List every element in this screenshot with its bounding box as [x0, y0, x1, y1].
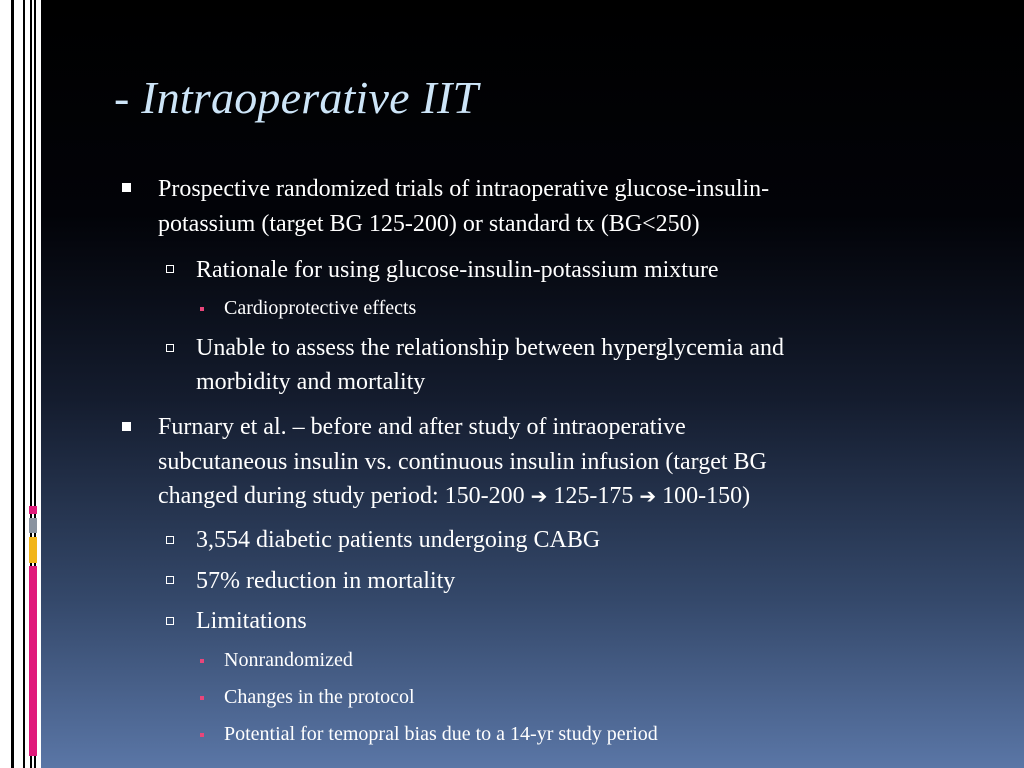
right-arrow-icon: ➔ — [530, 484, 548, 508]
sub-sub-bullet-text: Potential for temopral bias due to a 14-yr study period — [224, 723, 658, 745]
sub-sub-bullet-text: Cardioprotective effects — [224, 297, 417, 319]
small-pink-bullet-icon — [200, 733, 204, 737]
sub-sub-bullet-text: Changes in the protocol — [224, 686, 415, 708]
small-pink-bullet-icon — [200, 307, 204, 311]
hollow-square-bullet-icon — [166, 617, 174, 625]
right-arrow-icon: ➔ — [639, 484, 657, 508]
sub-bullet-text: Limitations — [196, 608, 307, 634]
sub-sub-bullet-text: Nonrandomized — [224, 649, 353, 671]
small-pink-bullet-icon — [200, 696, 204, 700]
hollow-square-bullet-icon — [166, 265, 174, 273]
bullet-text: Furnary et al. – before and after study of intraoperative subcutaneous insulin vs. continuous insulin infusion (target BG changed during study period: 150-200 ➔ 125-175 ➔ 100-150) — [158, 414, 767, 509]
sub-bullet-text: Unable to assess the relationship between hyperglycemia and morbidity and mortality — [196, 335, 785, 395]
hollow-square-bullet-icon — [166, 344, 174, 352]
hollow-square-bullet-icon — [166, 576, 174, 584]
small-pink-bullet-icon — [200, 659, 204, 663]
sub-bullet-text: Rationale for using glucose-insulin-potassium mixture — [196, 257, 719, 283]
hollow-square-bullet-icon — [166, 536, 174, 544]
slide-title: - Intraoperative IIT — [114, 72, 479, 123]
square-bullet-icon — [122, 183, 131, 192]
sub-bullet-text: 3,554 diabetic patients undergoing CABG — [196, 527, 601, 553]
bullet-text: Prospective randomized trials of intraoperative glucose-insulin- potassium (target BG 125-200) or standard tx (BG<250) — [158, 176, 770, 237]
square-bullet-icon — [122, 422, 131, 431]
sub-bullet-text: 57% reduction in mortality — [196, 568, 456, 594]
